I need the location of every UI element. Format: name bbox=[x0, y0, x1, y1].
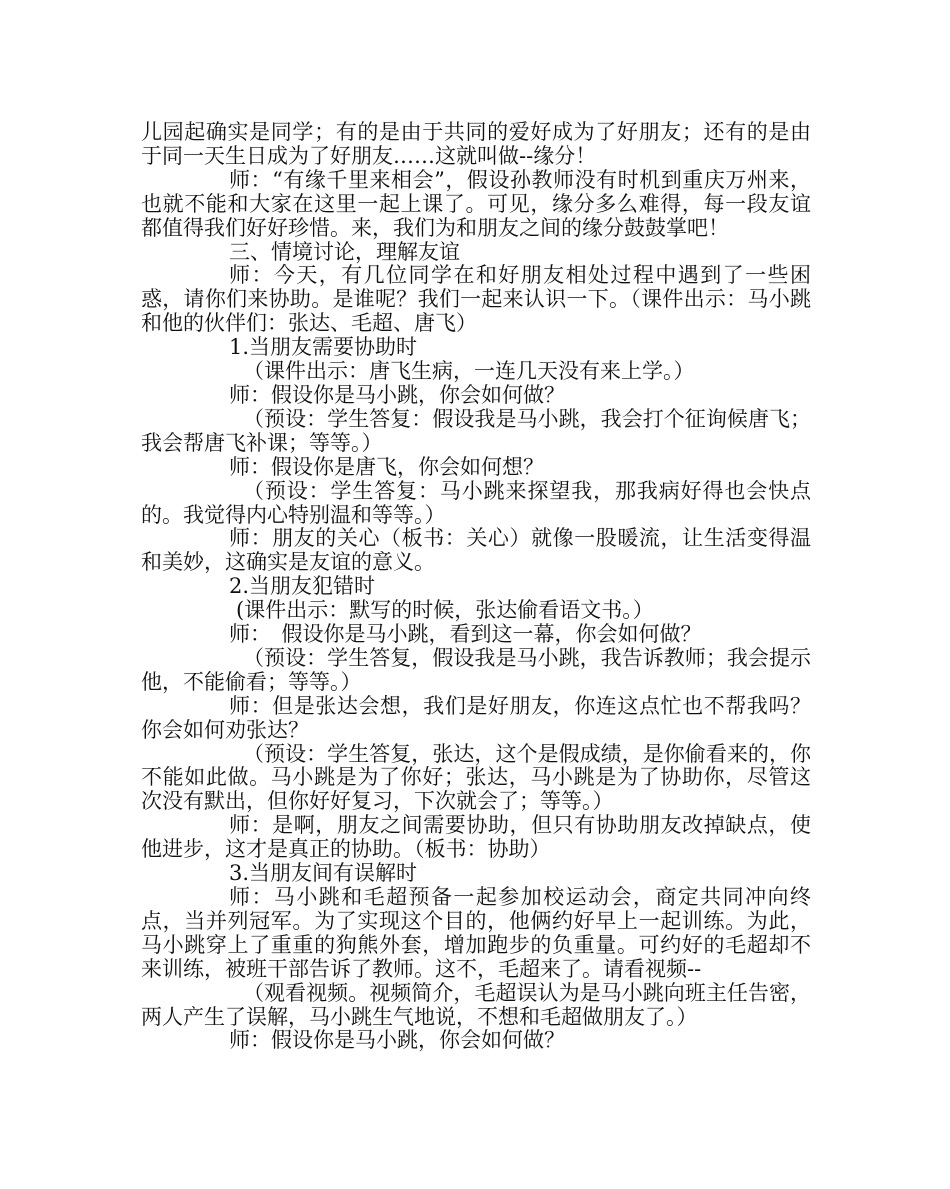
paragraph: （预设：学生答复：假设我是马小跳，我会打个征询候唐飞；我会帮唐飞补课；等等。） bbox=[141, 406, 811, 455]
paragraph: （预设：学生答复，张达，这个是假成绩，是你偷看来的，你不能如此做。马小跳是为了你好；张达，马小跳是为了协助你，尽管这次没有默出，但你好好复习，下次就会了；等等。） bbox=[141, 741, 811, 814]
paragraph: 师：假设你是马小跳，你会如何做？ bbox=[229, 382, 565, 407]
subsection-heading: 3.当朋友间有误解时 bbox=[229, 861, 418, 886]
paragraph: 师：是啊，朋友之间需要协助，但只有协助朋友改掉缺点，使他进步，这才是真正的协助。（板书：协助） bbox=[141, 813, 811, 862]
paragraph: 师：“有缘千里来相会”，假设孙教师没有时机到重庆万州来，也就不能和大家在这里一起上课了。可见，缘分多么难得，每一段友谊都值得我们好好珍惜。来，我们为和朋友之间的缘分鼓鼓掌吧！ bbox=[141, 167, 811, 240]
paragraph: （预设：学生答复，假设我是马小跳，我告诉教师；我会提示他，不能偷看；等等。） bbox=[141, 645, 811, 694]
paragraph: （预设：学生答复：马小跳来探望我，那我病好得也会快点的。我觉得内心特别温和等等。） bbox=[141, 478, 811, 527]
subsection-heading: 1.当朋友需要协助时 bbox=[229, 335, 418, 360]
paragraph: 师：马小跳和毛超预备一起参加校运动会，商定共同冲向终点，当并列冠军。为了实现这个目的，他俩约好早上一起训练。为此，马小跳穿上了重重的狗熊外套，增加跑步的负重量。可约好的毛超却不来训练，被班干部告诉了教师。这不，毛超来了。请看视频-- bbox=[141, 885, 811, 981]
paragraph: 师：今天，有几位同学在和好朋友相处过程中遇到了一些困惑，请你们来协助。是谁呢？我们一起来认识一下。（课件出示：马小跳和他的伙伴们：张达、毛超、唐飞） bbox=[141, 263, 811, 336]
paragraph: (课件出示：默写的时候，张达偷看语文书。） bbox=[236, 598, 654, 623]
paragraph: （课件出示：唐飞生病，一连几天没有来上学。） bbox=[243, 359, 695, 384]
paragraph: （观看视频。视频简介，毛超误认为是马小跳向班主任告密，两人产生了误解，马小跳生气地说，不想和毛超做朋友了。） bbox=[141, 980, 811, 1029]
subsection-heading: 2.当朋友犯错时 bbox=[229, 574, 376, 599]
paragraph: 师：假设你是马小跳，你会如何做？ bbox=[229, 1028, 565, 1053]
paragraph: 师：朋友的关心（板书：关心）就像一股暖流，让生活变得温和美妙，这确实是友谊的意义。 bbox=[141, 526, 811, 575]
section-heading: 三、情境讨论，理解友谊 bbox=[229, 239, 460, 264]
paragraph: 儿园起确实是同学；有的是由于共同的爱好成为了好朋友；还有的是由于同一天生日成为了好朋友……这就叫做--缘分！ bbox=[141, 120, 811, 168]
paragraph: 师： 假设你是马小跳，看到这一幕，你会如何做？ bbox=[229, 622, 702, 647]
paragraph: 师：但是张达会想，我们是好朋友，你连这点忙也不帮我吗？你会如何劝张达？ bbox=[141, 693, 811, 742]
document-page bbox=[141, 121, 811, 1053]
paragraph: 师：假设你是唐飞，你会如何想？ bbox=[229, 454, 544, 479]
